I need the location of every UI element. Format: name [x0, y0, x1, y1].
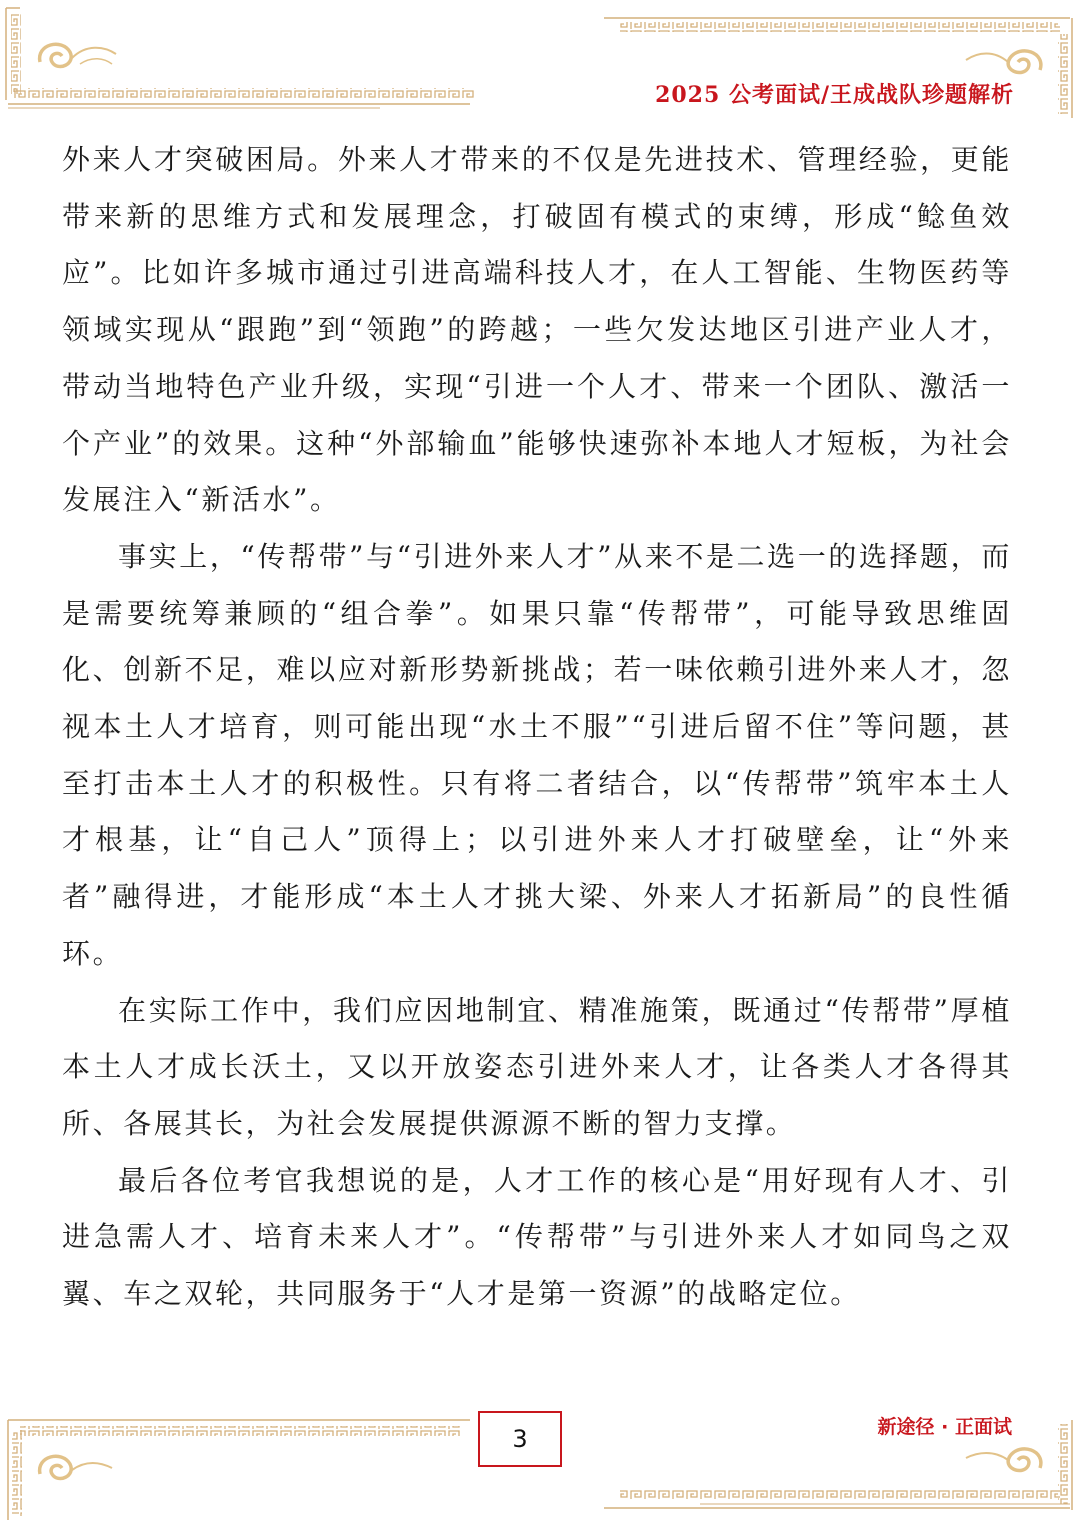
paragraph-3: 在实际工作中，我们应因地制宜、精准施策，既通过“传帮带”厚植本土人才成长沃土，又以开放姿态引进外来人才，让各类人才各得其所、各展其长，为社会发展提供源源不断的智力支撑。 [62, 993, 1012, 1140]
page-number: 3 [478, 1411, 562, 1467]
paragraph-1: 外来人才突破困局。外来人才带来的不仅是先进技术、管理经验，更能带来新的思维方式和发展理念，打破固有模式的束缚，形成“鲶鱼效应”。比如许多城市通过引进高端科技人才，在人工智能、生物医药等领域实现从“跟跑”到“领跑”的跨越；一些欠发达地区引进产业人才，带动当地特色产业升级，实现“引进一个人才、带来一个团队、激活一个产业”的效果。这种“外部输血”能够快速弥补本地人才短板，为社会发展注入“新活水”。 [62, 143, 1012, 517]
corner-top-left [6, 8, 474, 108]
corner-bottom-left [8, 1420, 470, 1520]
article-body [62, 132, 1012, 1323]
paragraph-2: 事实上，“传帮带”与“引进外来人才”从来不是二选一的选择题，而是需要统筹兼顾的“组合拳”。如果只靠“传帮带”，可能导致思维固化、创新不足，难以应对新形势新挑战；若一味依赖引进外来人才，忽视本土人才培育，则可能出现“水土不服”“引进后留不住”等问题，甚至打击本土人才的积极性。只有将二者结合，以“传帮带”筑牢本土人才根基，让“自己人”顶得上；以引进外来人才打破壁垒，让“外来者”融得进，才能形成“本土人才挑大梁、外来人才拓新局”的良性循环。 [62, 539, 1012, 970]
paragraph-4: 最后各位考官我想说的是，人才工作的核心是“用好现有人才、引进急需人才、培育未来人才”。“传帮带”与引进外来人才如同鸟之双翼、车之双轮，共同服务于“人才是第一资源”的战略定位。 [62, 1163, 1012, 1311]
footer-brand: 新途径 · 正面试 [877, 1416, 1012, 1438]
header-title: 2025 公考面试/王成战队珍题解析 [655, 82, 1014, 108]
